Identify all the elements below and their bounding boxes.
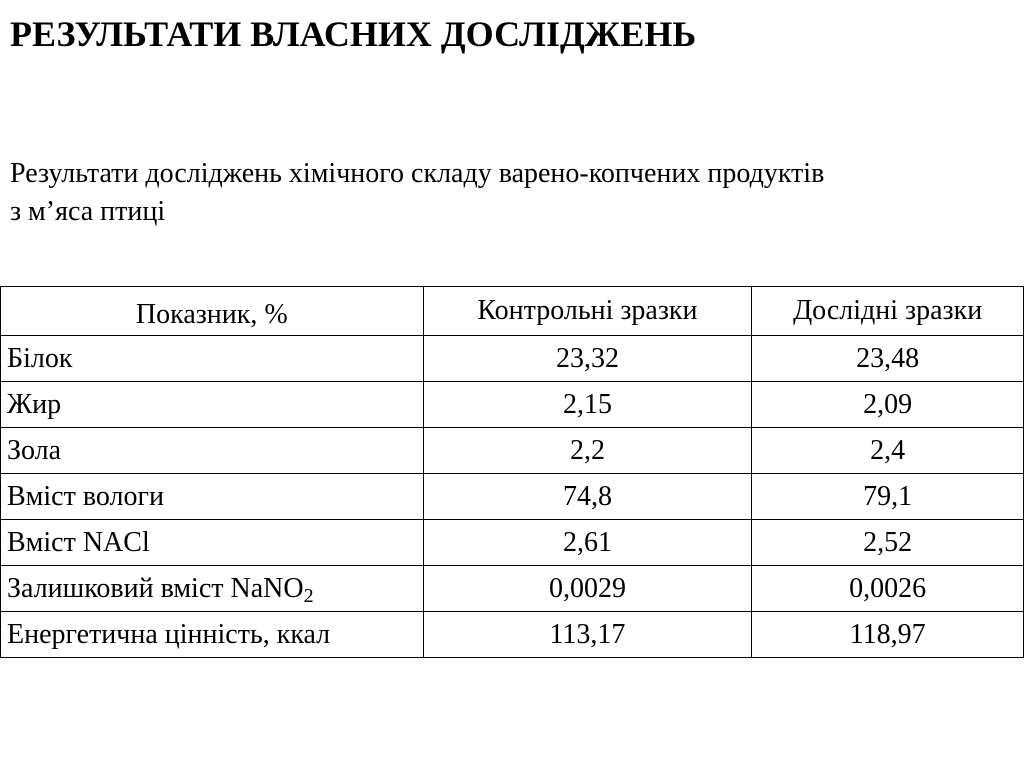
table-header-row [1,287,1024,336]
control-value: 2,15 [423,382,752,428]
control-value: 2,61 [423,520,752,566]
table-row [1,336,1024,382]
table-row [1,474,1024,520]
experimental-value: 2,52 [752,520,1024,566]
table-row [1,520,1024,566]
control-value: 23,32 [423,336,752,382]
experimental-value: 118,97 [752,612,1024,658]
table-row [1,566,1024,612]
row-label [1,566,424,612]
row-label: Вміст вологи [1,474,424,520]
control-value: 2,2 [423,428,752,474]
table-caption [10,155,1020,231]
table-caption-line-1: Результати досліджень хімічного складу варено-копчених продуктів [10,158,825,189]
experimental-value: 2,4 [752,428,1024,474]
table-row [1,428,1024,474]
experimental-value: 2,09 [752,382,1024,428]
control-value: 0,0029 [423,566,752,612]
control-value: 74,8 [423,474,752,520]
row-label: Жир [1,382,424,428]
row-label-text: Залишковий вміст NaNO [7,572,304,604]
row-label-subscript: 2 [303,584,314,607]
row-label: Вміст NACl [1,520,424,566]
row-label: Енергетична цінність, ккал [1,612,424,658]
experimental-value: 23,48 [752,336,1024,382]
row-label: Білок [1,336,424,382]
table-caption-line-2: з м’яса птиці [10,196,166,227]
header-experimental-samples: Дослідні зразки [752,287,1024,336]
table-row [1,382,1024,428]
experimental-value: 0,0026 [752,566,1024,612]
header-indicator: Показник, % [1,287,424,336]
control-value: 113,17 [423,612,752,658]
row-label: Зола [1,428,424,474]
experimental-value: 79,1 [752,474,1024,520]
slide-title: РЕЗУЛЬТАТИ ВЛАСНИХ ДОСЛІДЖЕНЬ [10,14,697,54]
header-control-samples: Контрольні зразки [423,287,752,336]
chemical-composition-table [0,286,1024,658]
table-row [1,612,1024,658]
